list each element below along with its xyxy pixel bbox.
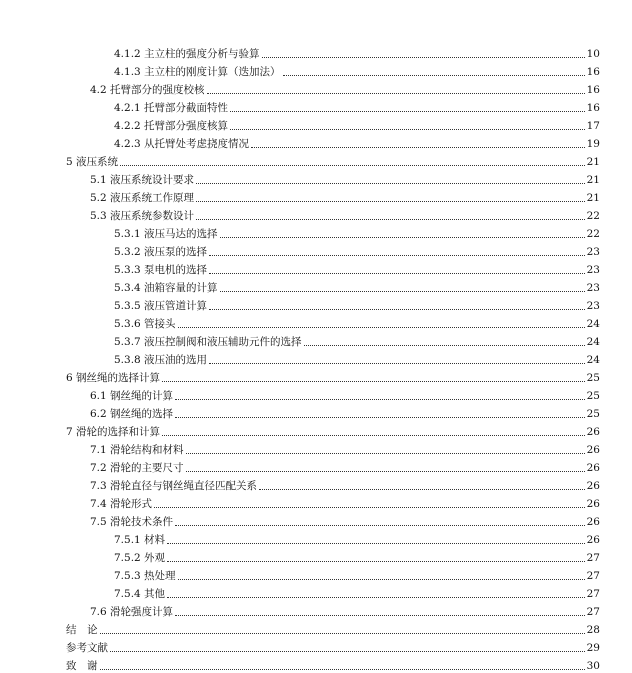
toc-entry-title: 4.2.1 托臂部分截面特性 <box>114 102 229 114</box>
toc-entry-title: 4.1.2 主立柱的强度分析与验算 <box>114 48 260 60</box>
toc-entry-5-2[interactable] <box>90 189 600 205</box>
dot-leader <box>220 291 585 292</box>
toc-entry-7-5-1[interactable] <box>114 531 600 547</box>
toc-entry-page: 26 <box>586 498 600 510</box>
toc-entry-page: 21 <box>586 156 600 168</box>
toc-entry-page: 28 <box>586 624 600 636</box>
toc-entry-7[interactable] <box>66 423 600 439</box>
toc-entry-title: 7.6 滑轮强度计算 <box>90 606 174 618</box>
toc-entry-conclusion[interactable] <box>66 621 600 637</box>
toc-entry-4-2-1[interactable] <box>114 99 600 115</box>
toc-entry-5-3-4[interactable] <box>114 279 600 295</box>
toc-entry-4-1-2[interactable] <box>114 45 600 61</box>
toc-entry-page: 25 <box>586 408 600 420</box>
toc-entry-page: 22 <box>586 210 600 222</box>
toc-entry-5-3-3[interactable] <box>114 261 600 277</box>
toc-entry-title: 7.5.1 材料 <box>114 534 166 546</box>
dot-leader <box>175 525 585 526</box>
toc-entry-title: 结 论 <box>66 624 98 636</box>
toc-entry-5-1[interactable] <box>90 171 600 187</box>
toc-entry-6-1[interactable] <box>90 387 600 403</box>
toc-entry-page: 25 <box>586 390 600 402</box>
dot-leader <box>162 435 585 436</box>
dot-leader <box>186 471 585 472</box>
toc-entry-5-3-1[interactable] <box>114 225 600 241</box>
dot-leader <box>209 273 585 274</box>
dot-leader <box>262 57 585 58</box>
toc-entry-title: 5.3.7 液压控制阀和液压辅助元件的选择 <box>114 336 302 348</box>
dot-leader <box>175 417 585 418</box>
toc-entry-title: 7.3 滑轮直径与钢丝绳直径匹配关系 <box>90 480 258 492</box>
toc-entry-5-3-2[interactable] <box>114 243 600 259</box>
toc-entry-page: 23 <box>586 300 600 312</box>
dot-leader <box>220 237 585 238</box>
toc-entry-title: 7.5.3 热处理 <box>114 570 176 582</box>
dot-leader <box>251 147 585 148</box>
toc-entry-5[interactable] <box>66 153 600 169</box>
toc-entry-title: 致 谢 <box>66 660 98 672</box>
dot-leader <box>230 129 585 130</box>
toc-entry-title: 7.5 滑轮技术条件 <box>90 516 174 528</box>
toc-entry-title: 4.2.3 从托臂处考虑挠度情况 <box>114 138 250 150</box>
toc-entry-title: 5.3.5 液压管道计算 <box>114 300 208 312</box>
toc-entry-title: 4.2.2 托臂部分强度核算 <box>114 120 229 132</box>
toc-entry-page: 10 <box>586 48 600 60</box>
dot-leader <box>207 93 585 94</box>
toc-entry-title: 7.5.2 外观 <box>114 552 166 564</box>
toc-entry-6-2[interactable] <box>90 405 600 421</box>
toc-entry-title: 6 钢丝绳的选择计算 <box>66 372 161 384</box>
dot-leader <box>167 561 585 562</box>
toc-entry-title: 5.3.4 油箱容量的计算 <box>114 282 218 294</box>
toc-entry-title: 7.4 滑轮形式 <box>90 498 153 510</box>
dot-leader <box>186 453 585 454</box>
toc-entry-page: 27 <box>586 552 600 564</box>
toc-entry-page: 25 <box>586 372 600 384</box>
toc-entry-title: 5 液压系统 <box>66 156 119 168</box>
toc-entry-5-3[interactable] <box>90 207 600 223</box>
toc-entry-title: 5.2 液压系统工作原理 <box>90 192 195 204</box>
toc-entry-7-2[interactable] <box>90 459 600 475</box>
dot-leader <box>230 111 585 112</box>
toc-entry-5-3-5[interactable] <box>114 297 600 313</box>
toc-entry-page: 24 <box>586 336 600 348</box>
toc-entry-7-5-3[interactable] <box>114 567 600 583</box>
dot-leader <box>304 345 585 346</box>
dot-leader <box>178 327 585 328</box>
toc-entry-7-5[interactable] <box>90 513 600 529</box>
toc-entry-page: 21 <box>586 174 600 186</box>
toc-entry-7-3[interactable] <box>90 477 600 493</box>
toc-entry-title: 5.3.8 液压油的选用 <box>114 354 208 366</box>
dot-leader <box>175 399 585 400</box>
dot-leader <box>209 363 585 364</box>
toc-entry-page: 30 <box>586 660 600 672</box>
dot-leader <box>120 165 585 166</box>
toc-entry-page: 29 <box>586 642 600 654</box>
toc-entry-page: 26 <box>586 480 600 492</box>
toc-entry-4-1-3[interactable] <box>114 63 600 79</box>
toc-entry-6[interactable] <box>66 369 600 385</box>
toc-entry-page: 21 <box>586 192 600 204</box>
toc-entry-title: 5.3 液压系统参数设计 <box>90 210 195 222</box>
toc-entry-title: 4.1.3 主立柱的刚度计算（迭加法） <box>114 66 281 78</box>
dot-leader <box>167 543 585 544</box>
dot-leader <box>196 219 585 220</box>
toc-entry-title: 6.2 钢丝绳的选择 <box>90 408 174 420</box>
toc-entry-title: 5.3.2 液压泵的选择 <box>114 246 208 258</box>
dot-leader <box>110 651 585 652</box>
toc-entry-5-3-7[interactable] <box>114 333 600 349</box>
toc-entry-title: 5.3.1 液压马达的选择 <box>114 228 218 240</box>
dot-leader <box>283 75 585 76</box>
toc-entry-title: 7.1 滑轮结构和材料 <box>90 444 184 456</box>
toc-entry-page: 26 <box>586 426 600 438</box>
toc-entry-title: 4.2 托臂部分的强度校核 <box>90 84 205 96</box>
toc-entry-title: 7 滑轮的选择和计算 <box>66 426 161 438</box>
toc-entry-7-5-4[interactable] <box>114 585 600 601</box>
toc-entry-page: 27 <box>586 570 600 582</box>
toc-entry-title: 5.3.6 管接头 <box>114 318 176 330</box>
toc-entry-page: 24 <box>586 318 600 330</box>
toc-entry-title: 5.1 液压系统设计要求 <box>90 174 195 186</box>
toc-entry-7-1[interactable] <box>90 441 600 457</box>
toc-entry-page: 27 <box>586 606 600 618</box>
dot-leader <box>154 507 585 508</box>
toc-entry-5-3-8[interactable] <box>114 351 600 367</box>
toc-entry-7-4[interactable] <box>90 495 600 511</box>
toc-entry-page: 16 <box>586 84 600 96</box>
toc-entry-page: 26 <box>586 462 600 474</box>
toc-entry-page: 27 <box>586 588 600 600</box>
toc-entry-title: 7.2 滑轮的主要尺寸 <box>90 462 184 474</box>
dot-leader <box>167 597 585 598</box>
toc-entry-title: 7.5.4 其他 <box>114 588 166 600</box>
dot-leader <box>209 309 585 310</box>
toc-entry-acknowledgements[interactable] <box>66 657 600 673</box>
dot-leader <box>178 579 585 580</box>
toc-entry-page: 22 <box>586 228 600 240</box>
toc-entry-page: 23 <box>586 264 600 276</box>
toc-entry-page: 26 <box>586 444 600 456</box>
toc-entry-page: 26 <box>586 516 600 528</box>
toc-entry-page: 24 <box>586 354 600 366</box>
toc-entry-title: 参考文献 <box>66 642 108 654</box>
toc-entry-page: 23 <box>586 282 600 294</box>
toc-entry-title: 5.3.3 泵电机的选择 <box>114 264 208 276</box>
dot-leader <box>162 381 585 382</box>
dot-leader <box>175 615 585 616</box>
toc-entry-4-2[interactable] <box>90 81 600 97</box>
toc-entry-4-2-2[interactable] <box>114 117 600 133</box>
dot-leader <box>196 201 585 202</box>
toc-entry-references[interactable] <box>66 639 600 655</box>
toc-entry-5-3-6[interactable] <box>114 315 600 331</box>
toc-entry-7-6[interactable] <box>90 603 600 619</box>
dot-leader <box>259 489 585 490</box>
toc-entry-page: 19 <box>586 138 600 150</box>
toc-entry-4-2-3[interactable] <box>114 135 600 151</box>
dot-leader <box>100 669 585 670</box>
dot-leader <box>100 633 585 634</box>
toc-entry-title: 6.1 钢丝绳的计算 <box>90 390 174 402</box>
toc-entry-7-5-2[interactable] <box>114 549 600 565</box>
toc-entry-page: 16 <box>586 102 600 114</box>
dot-leader <box>209 255 585 256</box>
toc-entry-page: 23 <box>586 246 600 258</box>
toc-entry-page: 16 <box>586 66 600 78</box>
toc-entry-page: 17 <box>586 120 600 132</box>
toc-entry-page: 26 <box>586 534 600 546</box>
dot-leader <box>196 183 585 184</box>
